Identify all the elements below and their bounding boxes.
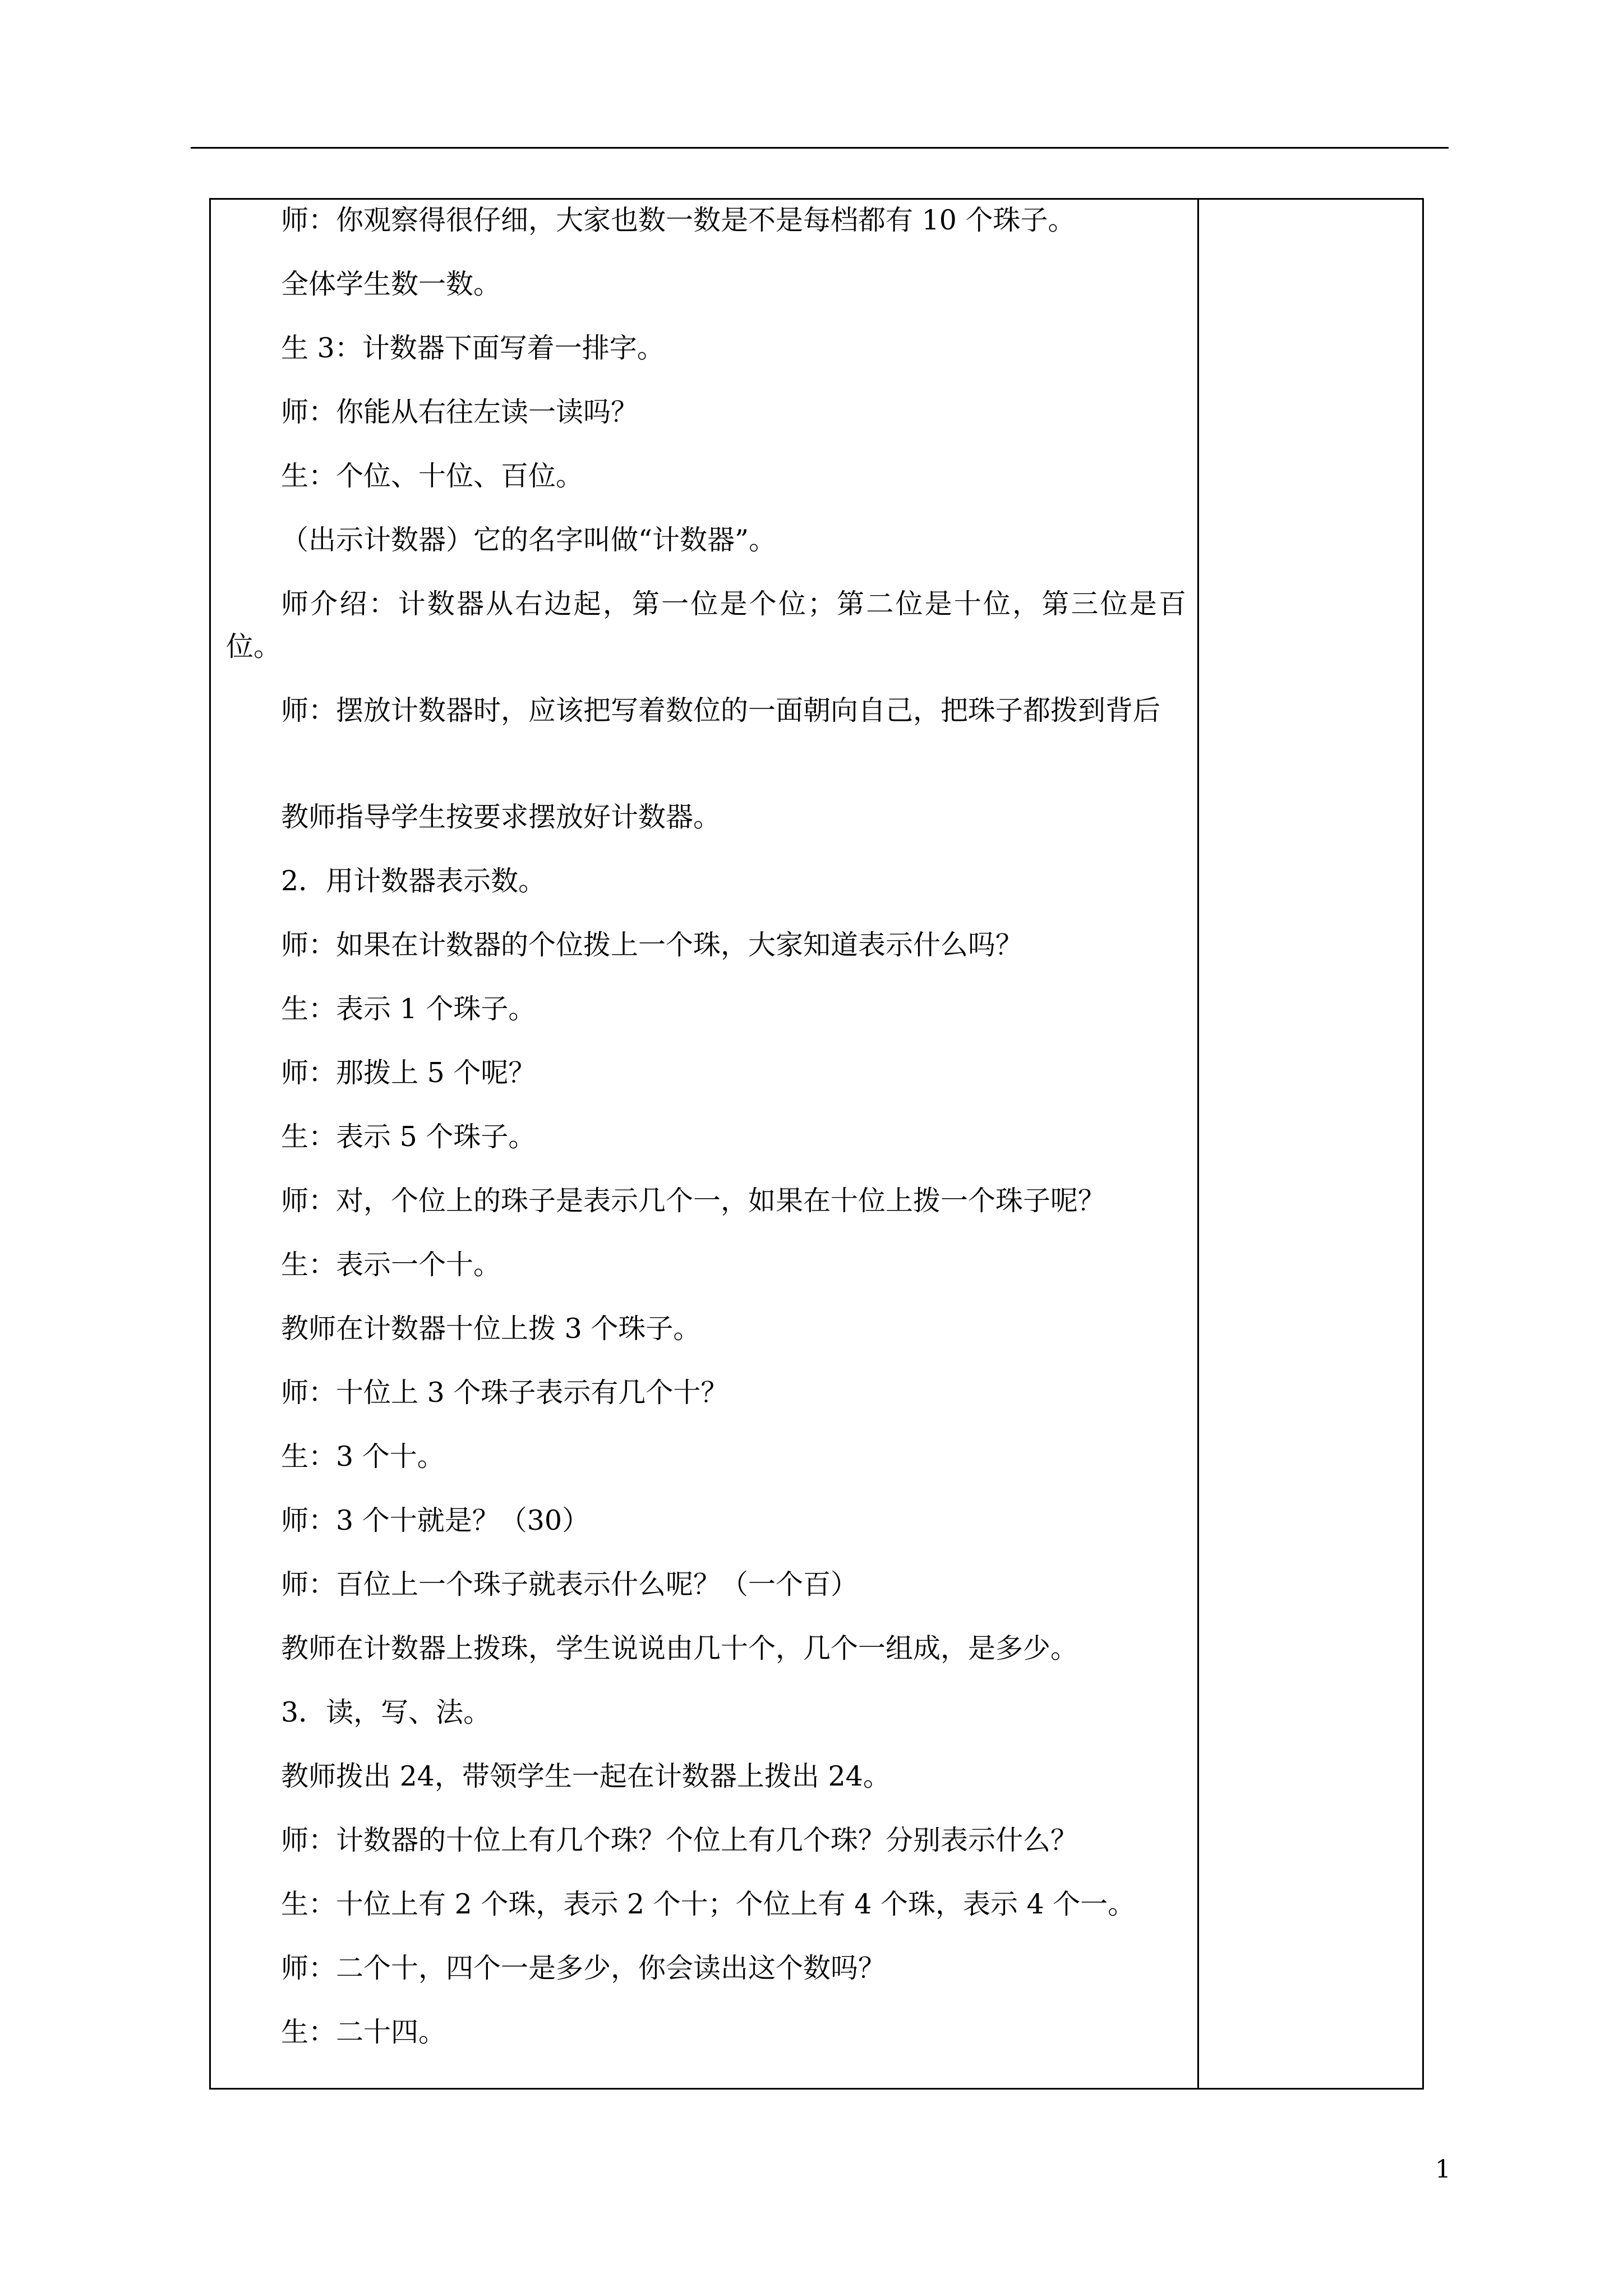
paragraph: 生：表示 5 个珠子。 (281, 1121, 536, 1153)
section-heading: 3．读，写、法。 (281, 1696, 491, 1728)
paragraph: 师：十位上 3 个珠子表示有几个十？ (281, 1377, 728, 1409)
paragraph: 师：对，个位上的珠子是表示几个一，如果在十位上拨一个珠子呢？ (281, 1185, 1106, 1217)
paragraph: 师：二个十，四个一是多少，你会读出这个数吗？ (281, 1952, 886, 1984)
lesson-content-cell (226, 199, 1186, 2075)
paragraph: 教师指导学生按要求摆放好计数器。 (281, 801, 721, 833)
paragraph: 生：二十四。 (281, 2016, 446, 2048)
paragraph: 生：十位上有 2 个珠，表示 2 个十；个位上有 4 个珠，表示 4 个一。 (281, 1888, 1136, 1920)
page-number: 1 (1435, 2155, 1451, 2184)
paragraph: 生：个位、十位、百位。 (281, 460, 584, 492)
table-column-divider (1197, 198, 1199, 2090)
paragraph: 生 3：计数器下面写着一排字。 (281, 332, 665, 364)
paragraph: 生：表示一个十。 (281, 1249, 501, 1281)
paragraph: 生：3 个十。 (281, 1441, 445, 1473)
header-rule (191, 147, 1449, 149)
paragraph: 师：那拨上 5 个呢？ (281, 1057, 536, 1089)
paragraph: 师：摆放计数器时，应该把写着数位的一面朝向自己，把珠子都拨到背后 (281, 694, 1161, 726)
paragraph: 生：表示 1 个珠子。 (281, 993, 536, 1025)
section-heading: 2．用计数器表示数。 (281, 865, 546, 897)
paragraph: 教师在计数器十位上拨 3 个珠子。 (281, 1313, 701, 1345)
paragraph: 教师在计数器上拨珠，学生说说由几十个，几个一组成，是多少。 (281, 1632, 1078, 1664)
paragraph: 师：如果在计数器的个位拨上一个珠，大家知道表示什么吗？ (281, 929, 1023, 961)
paragraph: （出示计数器）它的名字叫做“计数器”。 (281, 524, 777, 556)
paragraph: 师：计数器的十位上有几个珠？个位上有几个珠？分别表示什么？ (281, 1824, 1078, 1856)
paragraph: 师介绍：计数器从右边起，第一位是个位；第二位是十位，第三位是百位。 (226, 588, 1186, 662)
paragraph: 师：3 个十就是？（30） (281, 1504, 590, 1536)
paragraph: 全体学生数一数。 (281, 268, 501, 300)
paragraph: 教师拨出 24，带领学生一起在计数器上拨出 24。 (281, 1760, 891, 1792)
paragraph: 师：你能从右往左读一读吗？ (281, 396, 639, 428)
paragraph: 师：百位上一个珠子就表示什么呢？（一个百） (281, 1568, 859, 1600)
paragraph: 师：你观察得很仔细，大家也数一数是不是每档都有 10 个珠子。 (281, 204, 1076, 236)
